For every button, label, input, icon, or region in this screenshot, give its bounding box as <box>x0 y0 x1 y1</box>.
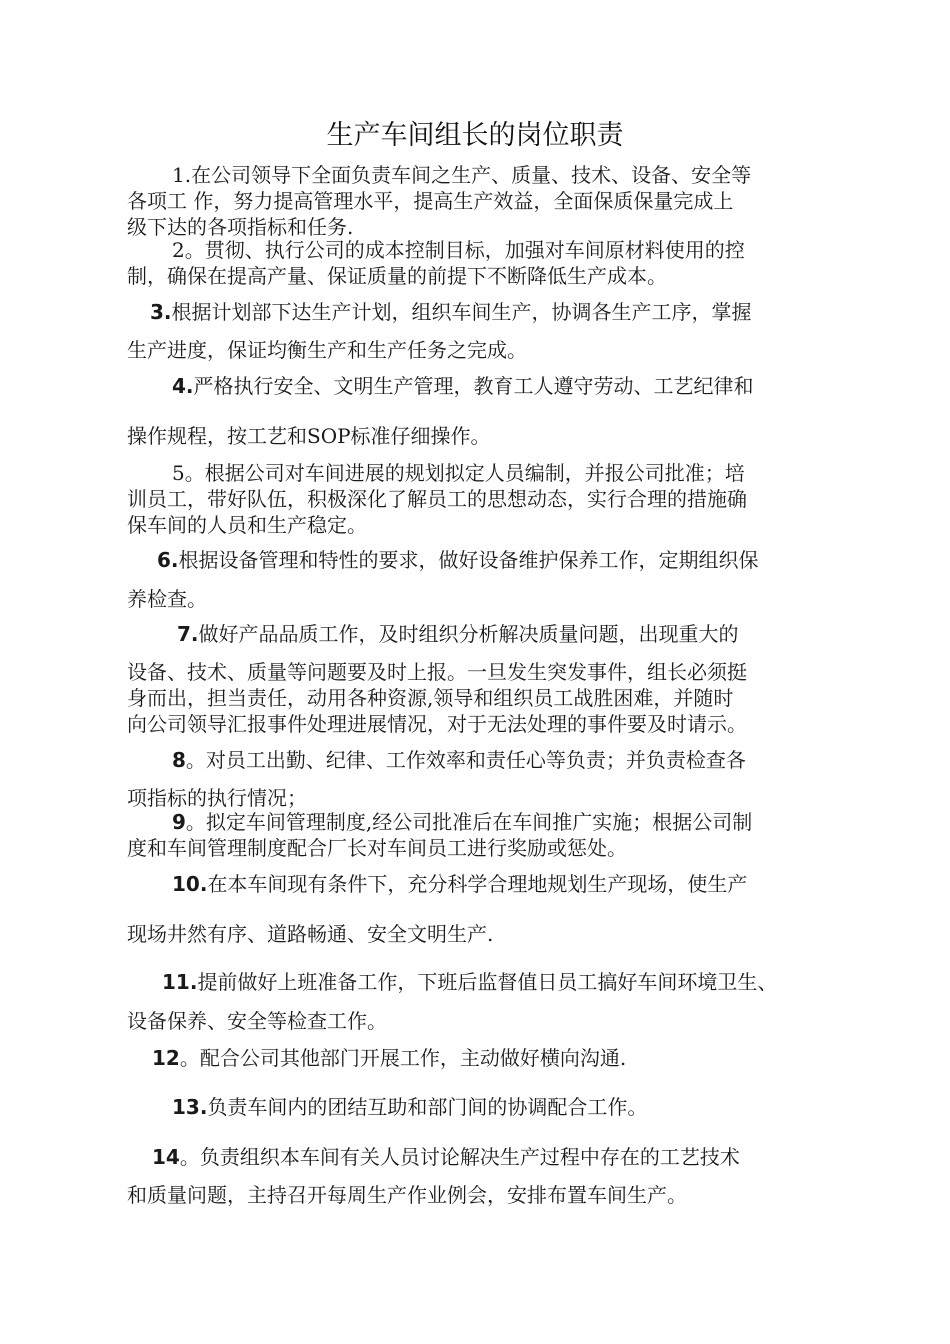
item-8-line-2: 项指标的执行情况； <box>127 786 307 810</box>
item-1-line-2: 各项工 作，努力提高管理水平，提高生产效益，全面保质保量完成上 <box>127 189 734 213</box>
item-2-line-2: 制，确保在提高产量、保证质量的前提下不断降低生产成本。 <box>127 264 667 288</box>
item-12-line-1 <box>152 1044 626 1072</box>
item-3-text: 根据计划部下达生产计划，组织车间生产，协调各生产工序，掌握 <box>171 300 752 324</box>
item-11-number: 11. <box>162 970 198 994</box>
item-3-number: 3. <box>150 300 172 324</box>
item-11-text: 提前做好上班准备工作，下班后监督值日员工搞好车间环境卫生、 <box>197 970 778 994</box>
item-1-line-1: 1.在公司领导下全面负责车间之生产、质量、技术、设备、安全等 <box>172 163 752 187</box>
item-9-number: 9 <box>172 810 186 834</box>
item-11-line-2: 设备保养、安全等检查工作。 <box>127 1009 387 1033</box>
item-5-line-1: 5。根据公司对车间进展的规划拟定人员编制，并报公司批准；培 <box>172 461 745 485</box>
item-7-line-3: 身而出，担当责任，动用各种资源,领导和组织员工战胜困难，并随时 <box>127 686 734 710</box>
item-7-line-2: 设备、技术、质量等问题要及时上报。一旦发生突发事件，组长必须挺 <box>127 660 747 684</box>
item-14-number: 14 <box>152 1145 180 1169</box>
item-6-text: 根据设备管理和特性的要求，做好设备维护保养工作，定期组织保 <box>178 548 759 572</box>
item-12-text: 。配合公司其他部门开展工作，主动做好横向沟通. <box>179 1046 627 1070</box>
item-5-line-3: 保车间的人员和生产稳定。 <box>127 513 367 537</box>
item-8-line-1 <box>172 746 746 774</box>
item-8-number: 8 <box>172 748 186 772</box>
item-8-text: 。对员工出勤、纪律、工作效率和责任心等负责；并负责检查各 <box>185 748 746 772</box>
item-13-number: 13. <box>172 1095 208 1119</box>
item-7-text: 做好产品品质工作，及时组织分析解决质量问题，出现重大的 <box>198 622 739 646</box>
item-13-line-1 <box>172 1093 647 1121</box>
item-9-line-2: 度和车间管理制度配合厂长对车间员工进行奖励或惩处。 <box>127 836 627 860</box>
item-13-text: 负责车间内的团结互助和部门间的协调配合工作。 <box>207 1095 648 1119</box>
item-9-text: 。拟定车间管理制度,经公司批准后在车间推广实施；根据公司制 <box>185 810 753 834</box>
item-4-line-1 <box>172 372 754 400</box>
item-6-number: 6. <box>157 548 179 572</box>
item-5-line-2: 训员工，带好队伍，积极深化了解员工的思想动态，实行合理的措施确 <box>127 487 747 511</box>
item-12-number: 12 <box>152 1046 180 1070</box>
item-10-number: 10. <box>172 872 208 896</box>
item-6-line-1 <box>157 546 759 574</box>
item-7-line-1 <box>177 620 739 648</box>
item-1-line-3: 级下达的各项指标和任务. <box>127 215 354 239</box>
item-14-text: 。负责组织本车间有关人员讨论解决生产过程中存在的工艺技术 <box>179 1145 740 1169</box>
item-14-line-1 <box>152 1143 740 1171</box>
item-2-line-1: 2。贯彻、执行公司的成本控制目标，加强对车间原材料使用的控 <box>172 238 745 262</box>
item-11-line-1 <box>162 968 777 996</box>
item-4-number: 4. <box>172 374 194 398</box>
item-10-line-1 <box>172 870 747 898</box>
item-10-text: 在本车间现有条件下，充分科学合理地规划生产现场，使生产 <box>207 872 748 896</box>
item-7-number: 7. <box>177 622 199 646</box>
item-10-line-2: 现场井然有序、道路畅通、安全文明生产. <box>127 922 494 946</box>
item-3-line-2: 生产进度，保证均衡生产和生产任务之完成。 <box>127 338 527 362</box>
item-6-line-2: 养检查。 <box>127 587 207 611</box>
document-title: 生产车间组长的岗位职责 <box>326 120 624 151</box>
item-4-line-2: 操作规程，按工艺和SOP标准仔细操作。 <box>127 424 491 448</box>
item-4-text: 严格执行安全、文明生产管理，教育工人遵守劳动、工艺纪律和 <box>193 374 754 398</box>
item-3-line-1 <box>150 298 752 326</box>
item-9-line-1 <box>172 808 752 836</box>
item-14-line-2: 和质量问题，主持召开每周生产作业例会，安排布置车间生产。 <box>127 1183 687 1207</box>
item-7-line-4: 向公司领导汇报事件处理进展情况，对于无法处理的事件要及时请示。 <box>127 712 747 736</box>
